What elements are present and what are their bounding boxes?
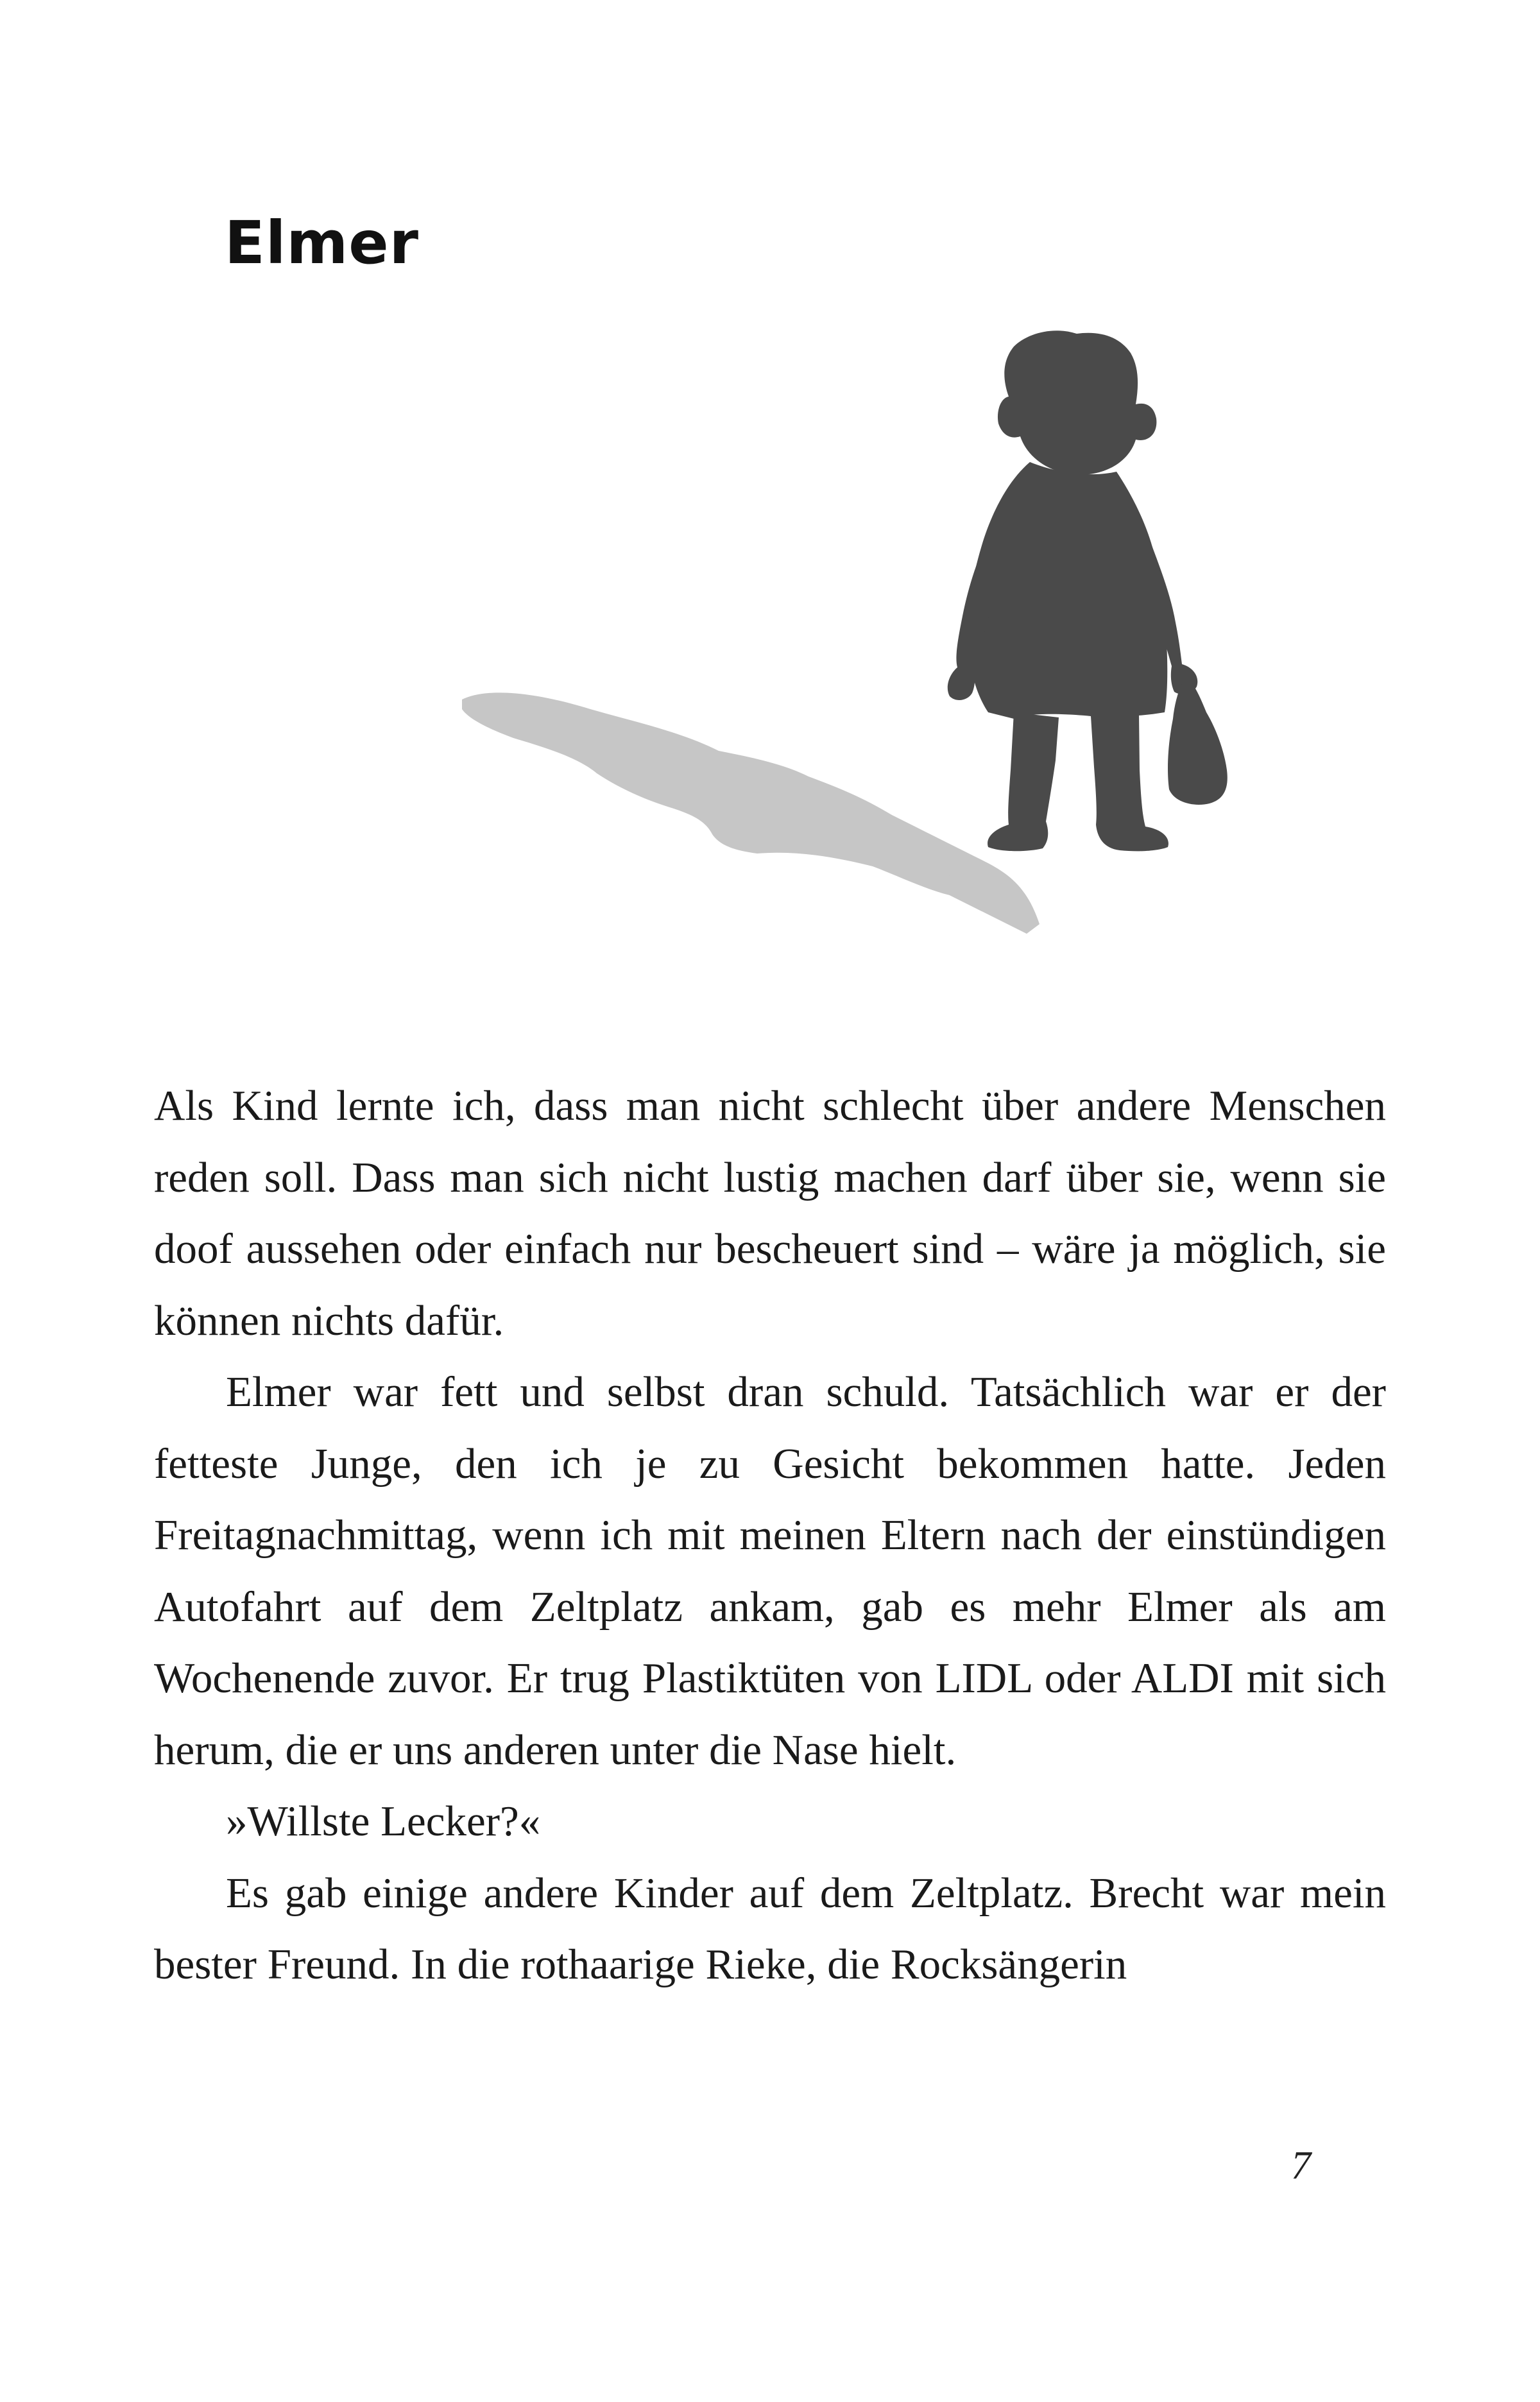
- boy-figure: [948, 330, 1228, 851]
- boy-silhouette-with-shadow-icon: [449, 308, 1309, 950]
- chapter-body: [154, 1070, 1386, 2001]
- cast-shadow: [462, 692, 1040, 934]
- chapter-title: Elmer: [225, 209, 420, 277]
- paragraph: Als Kind lernte ich, dass man nicht schlecht über andere Menschen reden soll. Dass man sich nicht lustig machen darf über sie, wenn sie doof aussehen oder einfach nur bescheuert sind – wäre ja möglich, sie können nichts dafür.: [154, 1082, 1386, 1344]
- page-number: 7: [1291, 2144, 1311, 2188]
- paragraph: Es gab einige andere Kinder auf dem Zeltplatz. Brecht war mein bester Freund. In die rothaarige Rieke, die Rocksängerin: [154, 1869, 1386, 1988]
- paragraph: »Willste Lecker?«: [226, 1797, 541, 1845]
- paragraph: Elmer war fett und selbst dran schuld. Tatsächlich war er der fetteste Junge, den ich je zu Gesicht bekommen hatte. Jeden Freitagnachmittag, wenn ich mit meinen Eltern nach der einstündigen Autofahrt auf dem Zeltplatz ankam, gab es mehr Elmer als am Wochenende zuvor. Er trug Plastiktüten von LIDL oder ALDI mit sich herum, die er uns anderen unter die Nase hielt.: [154, 1368, 1386, 1774]
